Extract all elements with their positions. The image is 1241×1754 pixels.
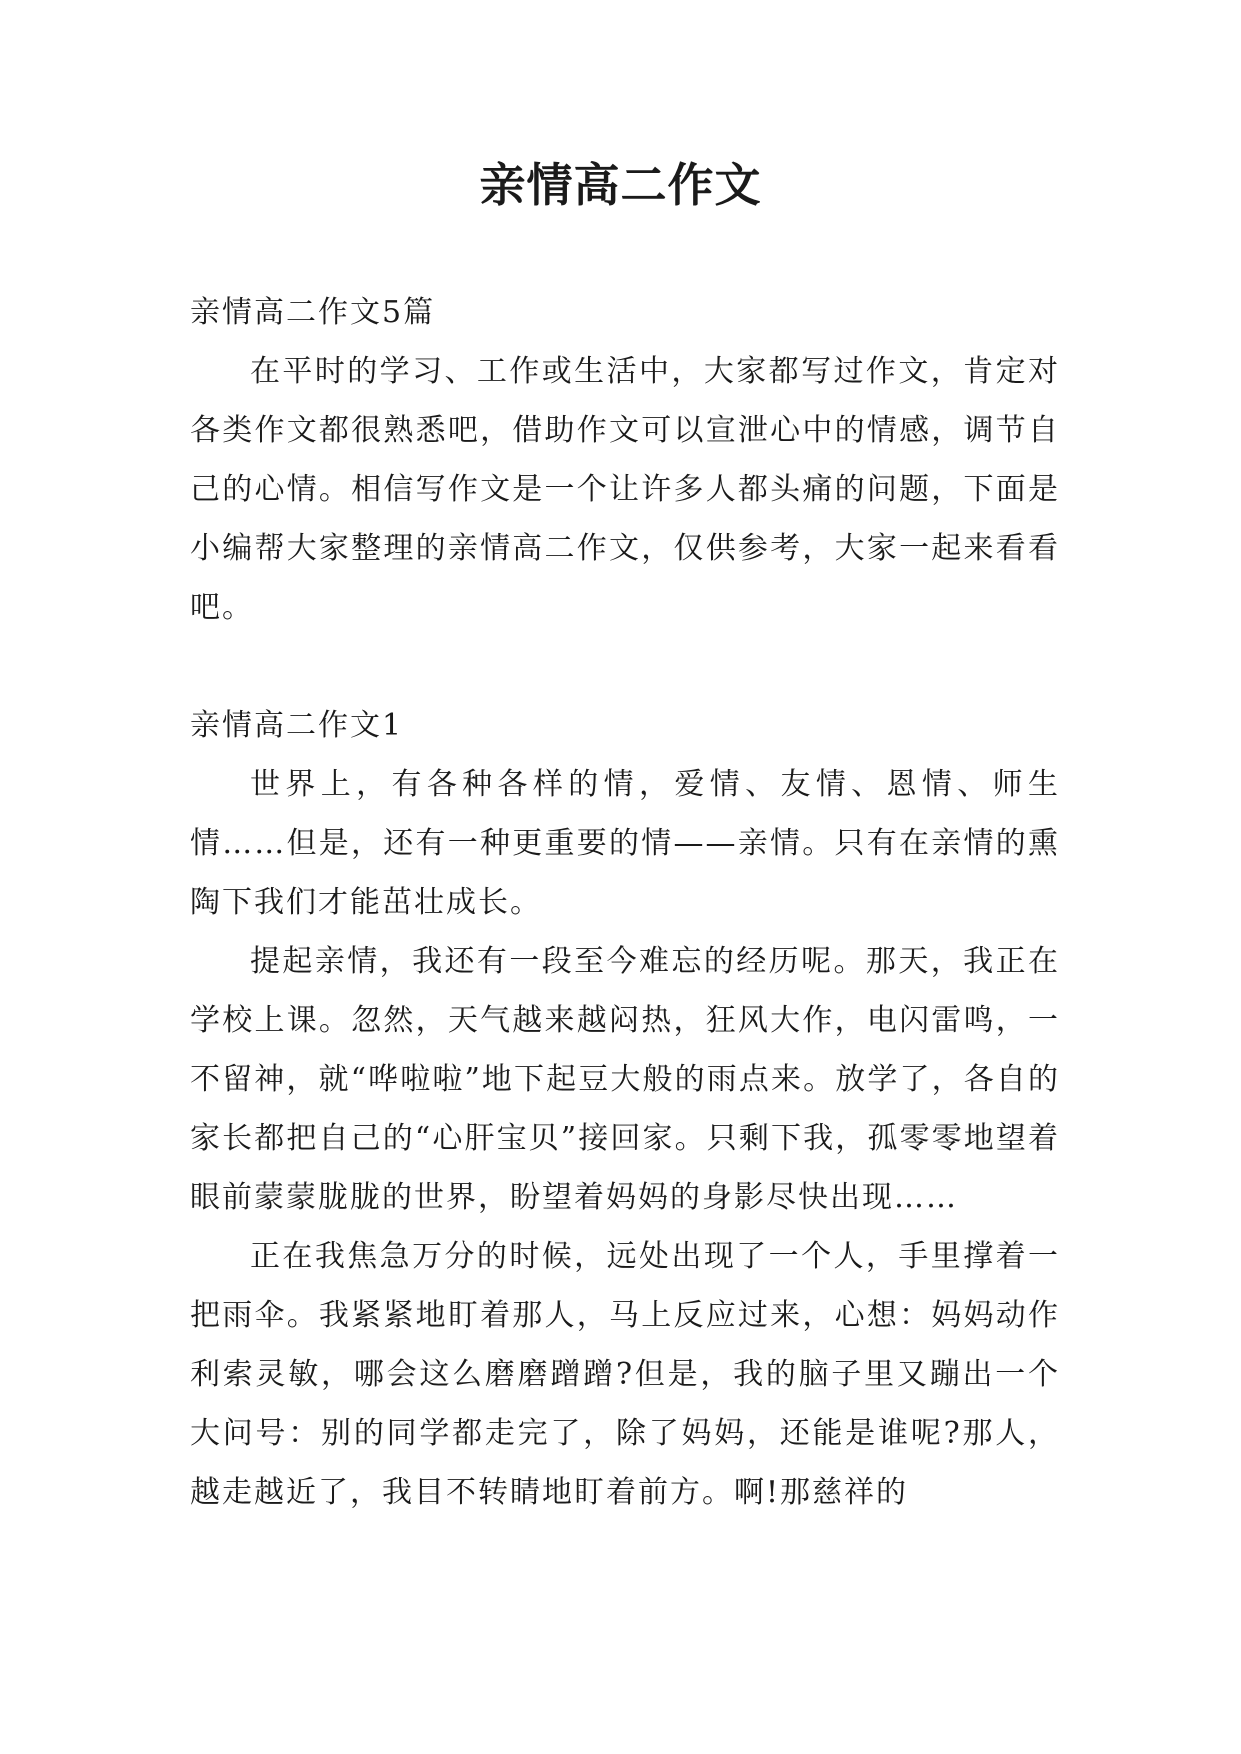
collection-heading: 亲情高二作文5篇 bbox=[190, 295, 436, 330]
intro-paragraph: 在平时的学习、工作或生活中，大家都写过作文，肯定对各类作文都很熟悉吧，借助作文可以宣泄心中的情感，调节自己的心情。相信写作文是一个让许多人都头痛的问题，下面是小编帮大家整理的亲情高二作文，仅供参考，大家一起来看看吧。 bbox=[190, 354, 1060, 625]
document-body bbox=[190, 283, 1060, 1522]
section-spacer bbox=[190, 637, 1060, 696]
essay-1-paragraph-3: 正在我焦急万分的时候，远处出现了一个人，手里撑着一把雨伞。我紧紧地盯着那人，马上反应过来，心想：妈妈动作利索灵敏，哪会这么磨磨蹭蹭?但是，我的脑子里又蹦出一个大问号：别的同学都走完了，除了妈妈，还能是谁呢?那人，越走越近了，我目不转睛地盯着前方。啊!那慈祥的 bbox=[190, 1239, 1060, 1510]
essay-1-paragraph-1: 世界上，有各种各样的情，爱情、友情、恩情、师生情……但是，还有一种更重要的情——亲情。只有在亲情的熏陶下我们才能茁壮成长。 bbox=[190, 767, 1060, 920]
document-title: 亲情高二作文 bbox=[479, 158, 762, 212]
essay-1-heading: 亲情高二作文1 bbox=[190, 708, 404, 743]
essay-1-paragraph-2: 提起亲情，我还有一段至今难忘的经历呢。那天，我正在学校上课。忽然，天气越来越闷热，狂风大作，电闪雷鸣，一不留神，就“哗啦啦”地下起豆大般的雨点来。放学了，各自的家长都把自己的“心肝宝贝”接回家。只剩下我，孤零零地望着眼前蒙蒙胧胧的世界，盼望着妈妈的身影尽快出现…… bbox=[190, 944, 1060, 1215]
